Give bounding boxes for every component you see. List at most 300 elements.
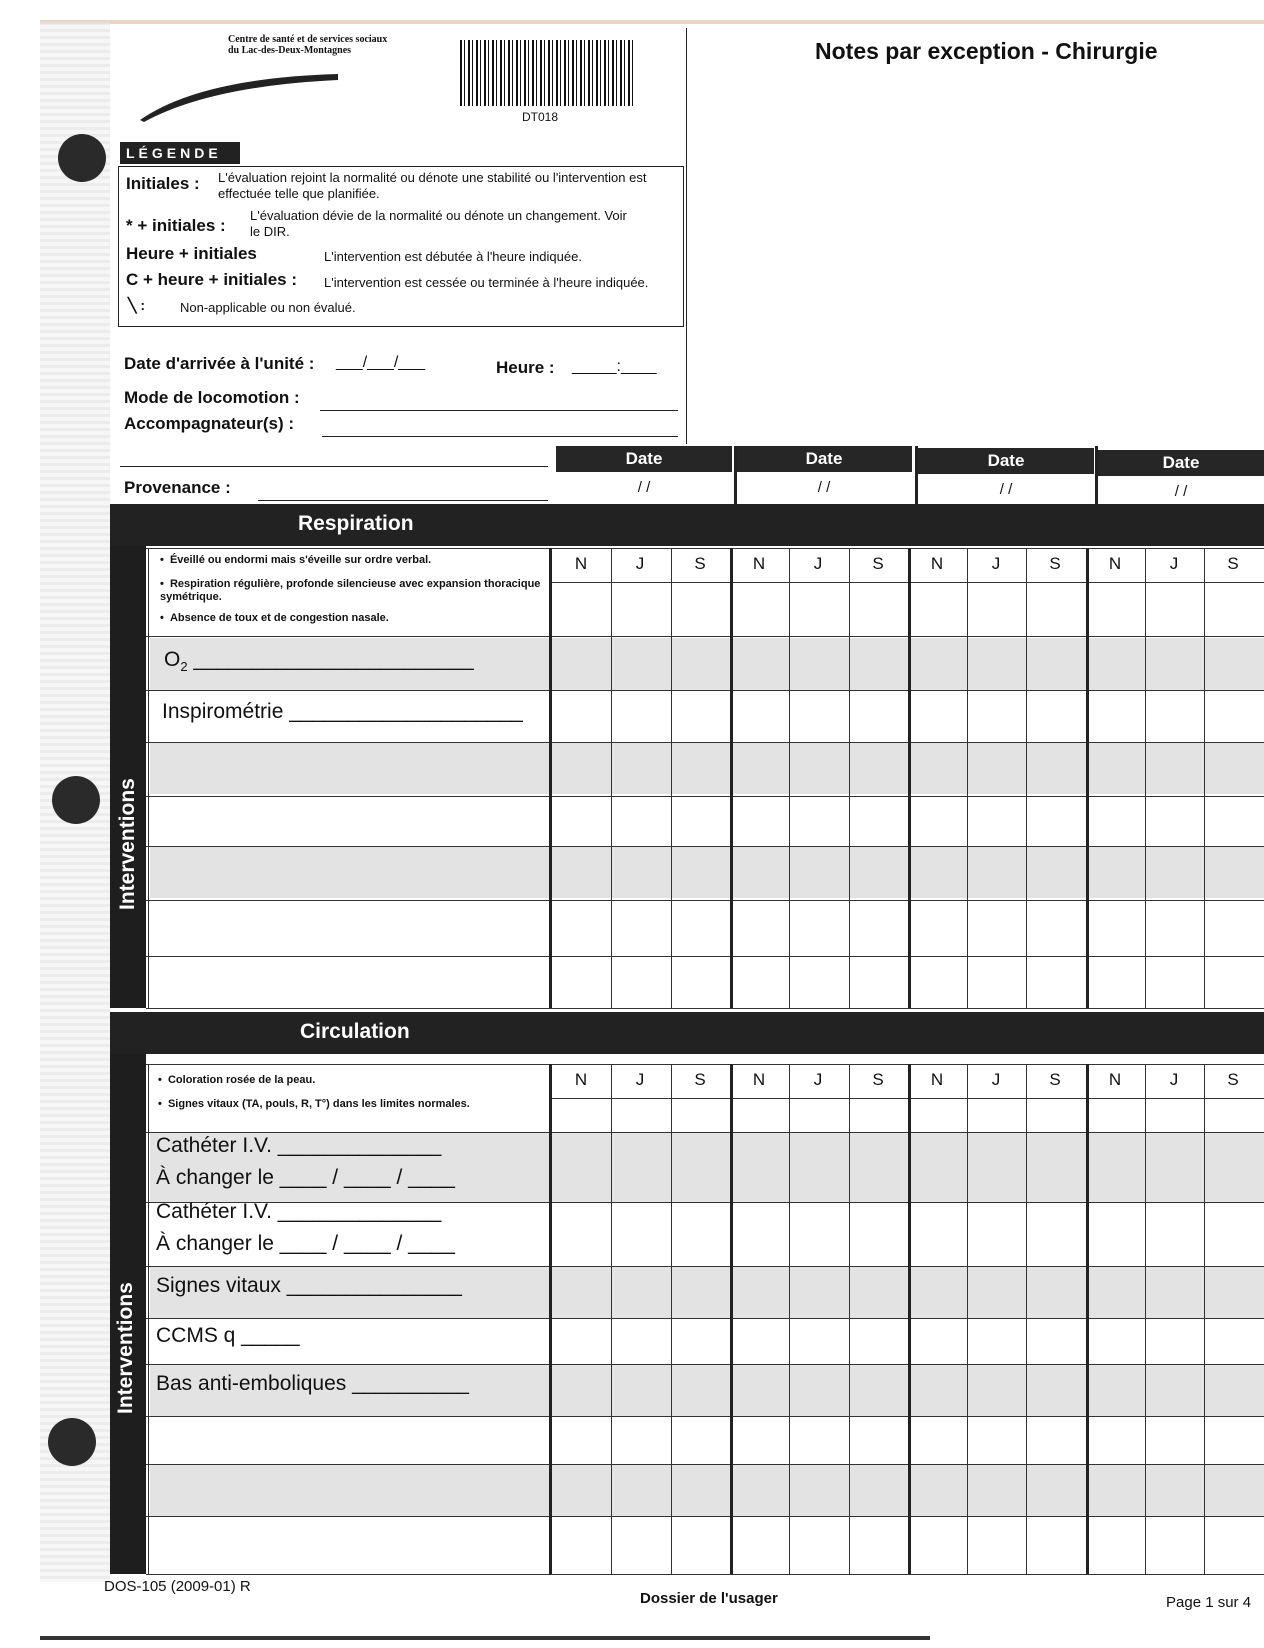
column-divider [549,1064,552,1574]
entry-cell[interactable] [673,958,728,1006]
entry-cell[interactable] [969,902,1024,954]
row-divider [146,1132,1264,1133]
entry-cell[interactable] [791,1366,846,1414]
legend-key: ╲ : [128,297,145,313]
entry-cell[interactable] [613,1466,668,1514]
entry-cell[interactable] [673,798,728,844]
entry-cell[interactable] [910,1320,965,1362]
entry-cell[interactable] [1028,902,1083,954]
entry-cell[interactable] [1206,1320,1261,1362]
shift-label: S [872,1070,884,1089]
entry-cell[interactable] [851,1268,906,1316]
entry-cell[interactable] [1206,902,1261,954]
arrival-time-label: Heure : [496,358,555,377]
entry-cell[interactable] [969,1268,1024,1316]
entry-cell[interactable] [673,1100,728,1130]
entry-cell[interactable] [1206,1268,1261,1316]
legend-value: L'évaluation rejoint la normalité ou dénote une stabilité ou l'intervention est effectuée telle que planifiée. [218,170,647,201]
entry-cell[interactable] [613,692,668,740]
entry-cell[interactable] [851,902,906,954]
date-column-header: Date [1098,450,1264,476]
entry-cell[interactable] [910,798,965,844]
entry-cell[interactable] [1147,692,1202,740]
entry-cell[interactable] [1147,1366,1202,1414]
entry-cell[interactable] [1088,1204,1143,1264]
entry-cell[interactable] [969,1466,1024,1514]
shift-label: S [694,1070,706,1089]
entry-cell[interactable] [673,744,728,794]
barcode-code: DT018 [522,110,559,124]
entry-cell[interactable] [1088,584,1143,634]
date-field[interactable]: / / [1174,483,1188,500]
column-divider [849,1064,850,1574]
entry-cell[interactable] [732,1320,787,1362]
entry-cell[interactable] [1206,1204,1261,1264]
entry-cell[interactable] [1206,798,1261,844]
entry-cell[interactable] [851,1366,906,1414]
entry-cell[interactable] [969,744,1024,794]
column-divider [1026,1064,1027,1574]
entry-cell[interactable] [554,692,609,740]
legend-value: L'intervention est débutée à l'heure indiquée. [324,249,582,264]
entry-cell[interactable] [791,1100,846,1130]
shift-label: J [813,554,823,573]
entry-cell[interactable] [1028,1100,1083,1130]
entry-cell[interactable] [969,638,1024,688]
entry-cell[interactable] [969,798,1024,844]
entry-cell[interactable] [1088,958,1143,1006]
entry-cell[interactable] [732,1466,787,1514]
provenance-field[interactable] [258,500,548,501]
column-divider [549,548,552,1008]
entry-cell[interactable] [673,1518,728,1572]
entry-cell[interactable] [1088,638,1143,688]
shift-label: S [1227,1070,1239,1089]
entry-cell[interactable] [791,958,846,1006]
date-column-header: Date [556,446,732,472]
entry-cell[interactable] [1088,1366,1143,1414]
entry-cell[interactable] [910,584,965,634]
entry-cell[interactable] [1147,1134,1202,1200]
respiration-side-label: Interventions [116,778,139,910]
row-divider [146,1266,1264,1267]
entry-cell[interactable] [613,1100,668,1130]
entry-cell[interactable] [732,848,787,898]
row-divider [146,690,1264,691]
entry-cell[interactable] [1088,798,1143,844]
entry-cell[interactable] [554,1134,609,1200]
entry-cell[interactable] [732,1518,787,1572]
entry-cell[interactable] [1147,744,1202,794]
entry-cell[interactable] [1088,1134,1143,1200]
entry-cell[interactable] [554,798,609,844]
entry-cell[interactable] [554,584,609,634]
entry-cell[interactable] [910,848,965,898]
entry-cell[interactable] [1088,1320,1143,1362]
entry-cell[interactable] [673,1418,728,1462]
entry-cell[interactable] [1147,1268,1202,1316]
legend-value: Non-applicable ou non évalué. [180,300,356,315]
row-divider [146,1574,1264,1575]
shift-label: J [991,1070,1001,1089]
entry-cell[interactable] [1147,1418,1202,1462]
punch-hole-icon [52,776,100,824]
locomotion-field[interactable] [320,410,678,411]
entry-cell[interactable] [673,692,728,740]
entry-cell[interactable] [613,958,668,1006]
entry-cell[interactable] [732,958,787,1006]
entry-cell[interactable] [1147,1320,1202,1362]
entry-cell[interactable] [1206,744,1261,794]
entry-cell[interactable] [910,902,965,954]
entry-cell[interactable] [613,1268,668,1316]
entry-cell[interactable] [1028,692,1083,740]
entry-cell[interactable] [910,1518,965,1572]
entry-cell[interactable] [554,1466,609,1514]
entry-cell[interactable] [732,744,787,794]
form-code: DOS-105 (2009-01) R [104,1578,251,1595]
entry-cell[interactable] [1028,848,1083,898]
entry-cell[interactable] [732,1204,787,1264]
entry-cell[interactable] [791,744,846,794]
date-separator [734,446,737,504]
column-divider [789,1064,790,1574]
entry-cell[interactable] [613,1204,668,1264]
entry-cell[interactable] [851,1320,906,1362]
entry-cell[interactable] [1147,958,1202,1006]
entry-cell[interactable] [910,958,965,1006]
row-divider [146,636,1264,637]
circulation-side-label: Interventions [114,1282,137,1414]
entry-cell[interactable] [554,848,609,898]
entry-cell[interactable] [851,958,906,1006]
entry-cell[interactable] [910,1466,965,1514]
entry-cell[interactable] [851,1134,906,1200]
shift-label: N [930,554,944,573]
shift-label: N [752,554,766,573]
date-column-header: Date [918,448,1094,474]
accompagnateur-field[interactable] [322,436,678,437]
shift-label: S [1227,554,1239,573]
entry-cell[interactable] [554,1418,609,1462]
intervention-signes-vitaux: Signes vitaux _______________ [156,1274,462,1297]
entry-cell[interactable] [969,1100,1024,1130]
entry-cell[interactable] [969,1418,1024,1462]
entry-cell[interactable] [1088,1518,1143,1572]
column-divider [148,548,149,1008]
entry-cell[interactable] [910,1100,965,1130]
entry-cell[interactable] [673,848,728,898]
entry-cell[interactable] [1206,1134,1261,1200]
entry-cell[interactable] [969,1320,1024,1362]
entry-cell[interactable] [1147,1204,1202,1264]
logo-swoosh-icon [140,72,340,122]
entry-cell[interactable] [791,692,846,740]
entry-cell[interactable] [613,744,668,794]
entry-cell[interactable] [791,1320,846,1362]
entry-cell[interactable] [673,1366,728,1414]
legend-value: L'intervention est cessée ou terminée à l'heure indiquée. [324,275,649,290]
entry-cell[interactable] [851,848,906,898]
entry-cell[interactable] [1028,958,1083,1006]
entry-cell[interactable] [1206,638,1261,688]
column-divider [1204,548,1205,1008]
column-divider [789,548,790,1008]
entry-cell[interactable] [613,798,668,844]
entry-cell[interactable] [791,1466,846,1514]
entry-cell[interactable] [673,902,728,954]
entry-cell[interactable] [1088,848,1143,898]
entry-cell[interactable] [1088,692,1143,740]
entry-cell[interactable] [1028,1268,1083,1316]
entry-cell[interactable] [554,1518,609,1572]
entry-cell[interactable] [1206,692,1261,740]
entry-cell[interactable] [1028,744,1083,794]
entry-cell[interactable] [969,958,1024,1006]
entry-cell[interactable] [969,1134,1024,1200]
column-divider [671,548,672,1008]
entry-cell[interactable] [1147,584,1202,634]
entry-cell[interactable] [910,1134,965,1200]
entry-cell[interactable] [851,1418,906,1462]
entry-cell[interactable] [554,1268,609,1316]
entry-cell[interactable] [554,1204,609,1264]
entry-cell[interactable] [732,584,787,634]
entry-cell[interactable] [851,1466,906,1514]
punch-hole-icon [48,1418,96,1466]
intervention-ccms: CCMS q _____ [156,1324,300,1347]
page-number: Page 1 sur 4 [1166,1594,1252,1611]
entry-cell[interactable] [554,902,609,954]
entry-cell[interactable] [910,1366,965,1414]
entry-cell[interactable] [732,1366,787,1414]
column-divider [611,1064,612,1574]
legend-key: * + initiales : [126,216,226,235]
entry-cell[interactable] [851,1518,906,1572]
entry-cell[interactable] [1028,1134,1083,1200]
entry-cell[interactable] [1088,1268,1143,1316]
entry-cell[interactable] [910,1204,965,1264]
entry-cell[interactable] [1147,1466,1202,1514]
date-field[interactable]: / / [637,479,651,496]
date-field[interactable]: / / [999,481,1013,498]
shift-label: N [1108,554,1122,573]
entry-cell[interactable] [1147,1518,1202,1572]
legend-heading: LÉGENDE [120,142,240,164]
entry-cell[interactable] [1088,1418,1143,1462]
entry-cell[interactable] [1088,1466,1143,1514]
date-field[interactable]: / / [817,479,831,496]
arrival-time-field[interactable]: _____:____ [572,358,657,375]
entry-cell[interactable] [910,1268,965,1316]
entry-cell[interactable] [791,1268,846,1316]
entry-cell[interactable] [1028,1418,1083,1462]
entry-cell[interactable] [673,1268,728,1316]
legend-key: C + heure + initiales : [126,270,298,289]
entry-cell[interactable] [673,1466,728,1514]
intervention-catheter: Cathéter I.V. ______________ [156,1200,442,1223]
entry-cell[interactable] [732,1100,787,1130]
entry-cell[interactable] [554,638,609,688]
arrival-date-label: Date d'arrivée à l'unité : [124,354,315,373]
punch-hole-icon [58,134,106,182]
entry-cell[interactable] [851,638,906,688]
entry-cell[interactable] [554,1100,609,1130]
entry-cell[interactable] [910,1418,965,1462]
shift-label: S [694,554,706,573]
entry-cell[interactable] [969,584,1024,634]
entry-cell[interactable] [1088,902,1143,954]
entry-cell[interactable] [1028,1320,1083,1362]
entry-cell[interactable] [1028,1466,1083,1514]
shift-label: N [752,1070,766,1089]
entry-cell[interactable] [673,638,728,688]
shift-label: J [1169,554,1179,573]
entry-cell[interactable] [673,584,728,634]
divider [118,326,684,327]
entry-cell[interactable] [613,1518,668,1572]
respiration-band [110,504,1264,546]
entry-cell[interactable] [732,1418,787,1462]
entry-cell[interactable] [1206,1100,1261,1130]
entry-cell[interactable] [613,848,668,898]
row-divider [146,548,1264,549]
entry-cell[interactable] [1147,902,1202,954]
paper-edge [40,20,1264,24]
entry-cell[interactable] [910,744,965,794]
date-column-header: Date [736,446,912,472]
entry-cell[interactable] [791,848,846,898]
intervention-change-date: À changer le ____ / ____ / ____ [156,1232,455,1255]
entry-cell[interactable] [791,1518,846,1572]
entry-cell[interactable] [1206,1366,1261,1414]
shift-label: S [1049,554,1061,573]
entry-cell[interactable] [1206,848,1261,898]
entry-cell[interactable] [910,692,965,740]
row-divider [146,846,1264,847]
entry-cell[interactable] [1028,638,1083,688]
entry-cell[interactable] [1147,638,1202,688]
entry-cell[interactable] [673,1204,728,1264]
entry-cell[interactable] [613,1134,668,1200]
shift-label: N [574,1070,588,1089]
entry-cell[interactable] [1206,1418,1261,1462]
entry-cell[interactable] [791,1418,846,1462]
row-divider [146,1416,1264,1417]
entry-cell[interactable] [1147,1100,1202,1130]
legend-key: Initiales : [126,174,200,193]
entry-cell[interactable] [1206,584,1261,634]
entry-cell[interactable] [554,1320,609,1362]
entry-cell[interactable] [732,1134,787,1200]
entry-cell[interactable] [732,638,787,688]
arrival-date-field[interactable]: ___/___/___ [336,354,425,371]
entry-cell[interactable] [791,798,846,844]
entry-cell[interactable] [554,1366,609,1414]
entry-cell[interactable] [613,902,668,954]
entry-cell[interactable] [1147,798,1202,844]
entry-cell[interactable] [851,692,906,740]
accompagnateur-field-2[interactable] [120,466,548,467]
shift-label: N [930,1070,944,1089]
entry-cell[interactable] [732,692,787,740]
entry-cell[interactable] [1028,584,1083,634]
entry-cell[interactable] [613,638,668,688]
entry-cell[interactable] [1028,1518,1083,1572]
entry-cell[interactable] [910,638,965,688]
entry-cell[interactable] [1028,798,1083,844]
respiration-criterion: • Éveillé ou endormi mais s'éveille sur ordre verbal. [160,554,432,566]
entry-cell[interactable] [613,584,668,634]
entry-cell[interactable] [1147,848,1202,898]
entry-cell[interactable] [613,1320,668,1362]
date-separator [915,446,918,504]
entry-cell[interactable] [851,584,906,634]
column-divider [1145,1064,1146,1574]
entry-cell[interactable] [969,848,1024,898]
entry-cell[interactable] [851,1204,906,1264]
entry-cell[interactable] [969,692,1024,740]
entry-cell[interactable] [851,798,906,844]
entry-cell[interactable] [1088,744,1143,794]
entry-cell[interactable] [969,1204,1024,1264]
entry-cell[interactable] [673,1320,728,1362]
entry-cell[interactable] [732,902,787,954]
entry-cell[interactable] [791,902,846,954]
entry-cell[interactable] [851,744,906,794]
entry-cell[interactable] [969,1518,1024,1572]
row-divider [146,796,1264,797]
entry-cell[interactable] [969,1366,1024,1414]
shift-label: J [813,1070,823,1089]
legend-value: L'évaluation dévie de la normalité ou dénote un changement. Voir le DIR. [250,208,627,239]
column-divider [967,548,968,1008]
shift-label: N [574,554,588,573]
entry-cell[interactable] [1028,1204,1083,1264]
entry-cell[interactable] [732,1268,787,1316]
entry-cell[interactable] [851,1100,906,1130]
entry-cell[interactable] [791,1134,846,1200]
respiration-side-band [110,546,146,1008]
respiration-title: Respiration [298,512,414,535]
entry-cell[interactable] [673,1134,728,1200]
entry-cell[interactable] [732,798,787,844]
entry-cell[interactable] [554,958,609,1006]
row-divider [146,1318,1264,1319]
entry-cell[interactable] [1206,1518,1261,1572]
circulation-criterion: • Signes vitaux (TA, pouls, R, T°) dans les limites normales. [158,1098,470,1110]
entry-cell[interactable] [1206,958,1261,1006]
row-divider [146,1516,1264,1517]
entry-cell[interactable] [554,744,609,794]
entry-cell[interactable] [1028,1366,1083,1414]
circulation-criterion: • Coloration rosée de la peau. [158,1074,316,1086]
page-title: Notes par exception - Chirurgie [815,38,1158,64]
column-divider [849,548,850,1008]
entry-cell[interactable] [1088,1100,1143,1130]
entry-cell[interactable] [1206,1466,1261,1514]
entry-cell[interactable] [791,638,846,688]
accompagnateur-label: Accompagnateur(s) : [124,414,295,433]
entry-cell[interactable] [613,1418,668,1462]
respiration-criterion: • Absence de toux et de congestion nasale. [160,612,389,624]
entry-cell[interactable] [791,1204,846,1264]
entry-cell[interactable] [791,584,846,634]
footer-title: Dossier de l'usager [640,1590,778,1607]
column-divider [1026,548,1027,1008]
column-divider [967,1064,968,1574]
entry-cell[interactable] [613,1366,668,1414]
